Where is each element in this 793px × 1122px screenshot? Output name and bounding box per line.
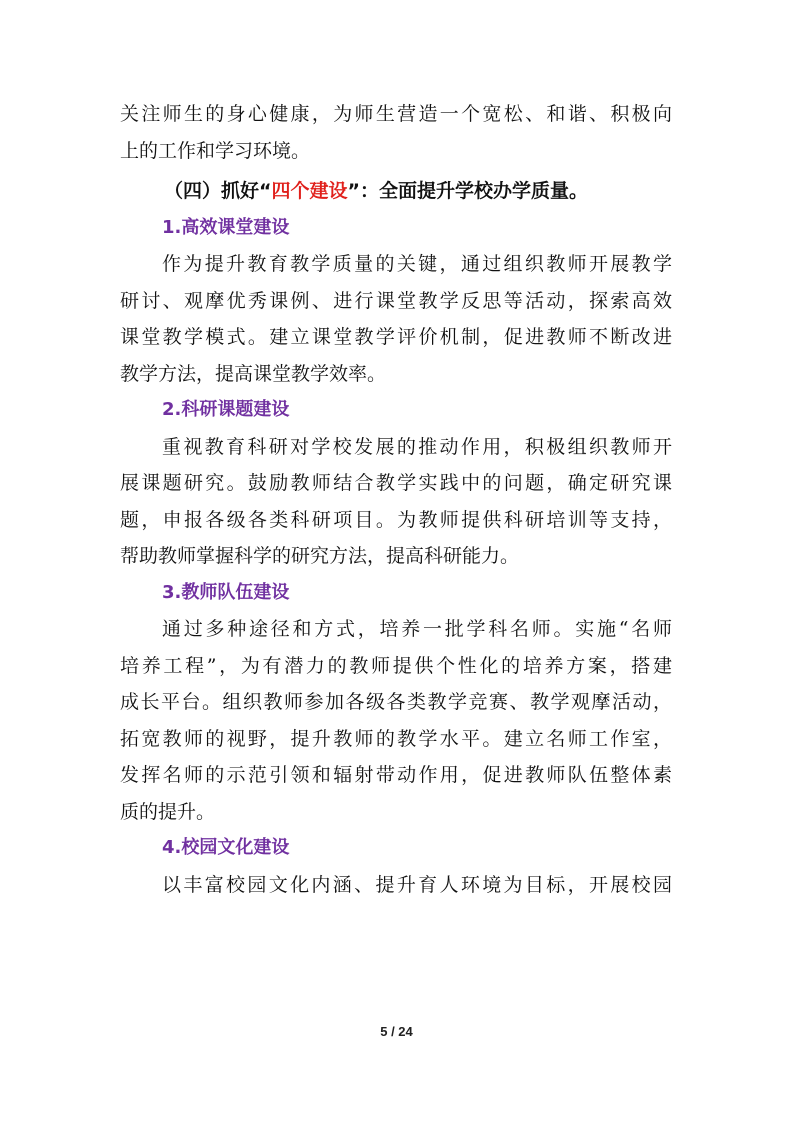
page-content — [120, 96, 672, 903]
section-heading-prefix: （四）抓好“ — [164, 180, 272, 202]
section-heading-suffix: ”：全面提升学校办学质量。 — [347, 180, 589, 202]
paragraph-line: 通过多种途径和方式，培养一批学科名师。实施“名师 — [162, 618, 672, 640]
paragraph-line: 题，申报各级各类科研项目。为教师提供科研培训等支持， — [120, 508, 672, 531]
paragraph-line: 教学方法，提高课堂教学效率。 — [120, 362, 387, 385]
paragraph-line: 重视教育科研对学校发展的推动作用，积极组织教师开 — [162, 435, 672, 458]
section-heading — [120, 173, 672, 210]
paragraph-line: 作为提升教育教学质量的关键，通过组织教师开展教学 — [162, 253, 672, 275]
paragraph-line: 培养工程”，为有潜力的教师提供个性化的培养方案，搭建 — [120, 654, 672, 677]
paragraph-line: 关注师生的身心健康，为师生营造一个宽松、和谐、积极向 — [120, 103, 672, 125]
page-number: 5 / 24 — [380, 1024, 413, 1039]
paragraph-line: 拓宽教师的视野，提升教师的教学水平。建立名师工作室， — [120, 727, 672, 750]
paragraph-line: 上的工作和学习环境。 — [120, 139, 311, 162]
section-heading-highlight: 四个建设 — [271, 180, 348, 202]
paragraph-line: 帮助教师掌握科学的研究方法，提高科研能力。 — [120, 545, 520, 567]
paragraph-line: 质的提升。 — [120, 800, 216, 823]
paragraph-line: 成长平台。组织教师参加各级各类教学竞赛、教学观摩活动， — [120, 691, 672, 713]
paragraph-line: 发挥名师的示范引领和辐射带动作用，促进教师队伍整体素 — [120, 764, 672, 786]
paragraph-line: 展课题研究。鼓励教师结合教学实践中的问题，确定研究课 — [120, 472, 672, 494]
sub-heading-4: 4.校园文化建设 — [162, 837, 290, 858]
paragraph-line: 以丰富校园文化内涵、提升育人环境为目标，开展校园 — [162, 873, 672, 896]
sub-heading-1: 1.高效课堂建设 — [162, 216, 290, 238]
paragraph-line: 研讨、观摩优秀课例、进行课堂教学反思等活动，探索高效 — [120, 289, 672, 312]
paragraph-line: 课堂教学模式。建立课堂教学评价机制，促进教师不断改进 — [120, 326, 672, 348]
sub-heading-3: 3.教师队伍建设 — [162, 581, 290, 603]
sub-heading-2: 2.科研课题建设 — [162, 399, 290, 420]
